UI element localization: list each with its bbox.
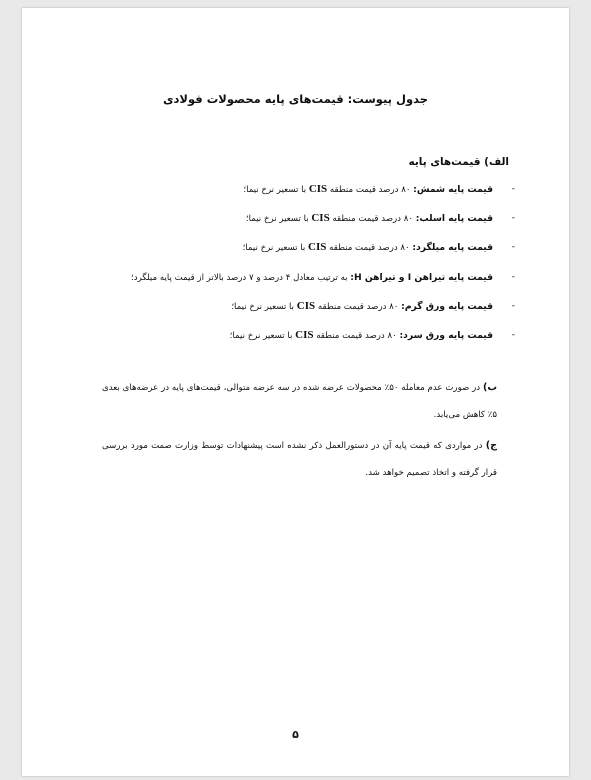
list-dash: -: [511, 329, 515, 340]
item-label: قیمت پایه اسلب:: [415, 213, 493, 225]
section-b-paragraph: [102, 374, 497, 429]
item-label: قیمت پایه میلگرد:: [412, 242, 493, 254]
list-dash: -: [511, 300, 515, 311]
section-c-paragraph: [102, 432, 497, 487]
item-label: قیمت پایه ورق سرد:: [399, 329, 493, 341]
item-cis: CIS: [308, 183, 328, 195]
item-label: قیمت پایه تیراهن I و تیراهن H:: [350, 271, 493, 283]
item-cis: CIS: [296, 299, 316, 312]
item-text-before: ۸۰ درصد قیمت منطقه: [326, 243, 413, 254]
document-title: جدول پیوست: قیمت‌های پایه محصولات فولادی: [162, 92, 429, 106]
item-text-after: با تسعیر نرخ نیما؛: [229, 330, 296, 341]
section-c-text: در مواردی که قیمت پایه آن در دستورالعمل ذکر نشده است پیشنهادات توسط وزارت صمت مورد بررسی قرار گرفته و اتخاذ تصمیم خواهد شد.: [102, 441, 497, 478]
list-dash: -: [511, 213, 515, 224]
item-cis: CIS: [295, 328, 314, 341]
item-text-before: ۸۰ درصد قیمت منطقه: [315, 301, 402, 312]
item-text-after: با تسعیر نرخ نیما؛: [231, 301, 297, 312]
item-text-before: ۸۰ درصد قیمت منطقه: [327, 185, 414, 195]
price-list-item: [92, 209, 515, 238]
price-list-item: [92, 326, 515, 355]
section-b-label: ب): [482, 382, 498, 393]
section-a-heading: الف) قیمت‌های پایه: [408, 156, 509, 168]
price-list-item: [92, 268, 515, 297]
item-label: قیمت پایه ورق گرم:: [401, 300, 493, 312]
item-text-after: با تسعیر نرخ نیما؛: [242, 243, 309, 254]
price-list-item: [92, 180, 515, 209]
item-text-before: ۸۰ درصد قیمت منطقه: [329, 214, 416, 225]
item-text-before: ۸۰ درصد قیمت منطقه: [313, 330, 400, 341]
list-dash: -: [511, 271, 515, 282]
item-cis: CIS: [308, 241, 327, 254]
list-dash: -: [511, 184, 515, 194]
item-label: قیمت پایه شمش:: [413, 184, 493, 195]
list-dash: -: [511, 242, 515, 253]
document-page: [22, 8, 569, 776]
item-text-before: به ترتیب معادل ۴ درصد و ۷ درصد بالاتر از قیمت پایه میلگرد؛: [131, 272, 351, 283]
page-number: ۵: [292, 728, 299, 741]
price-list: [92, 180, 515, 355]
section-b-text: در صورت عدم معامله ۵۰٪ محصولات عرضه شده در سه عرضه متوالی، قیمت‌های پایه در عرضه‌های بعدی ۵٪ کاهش می‌یابد.: [102, 383, 497, 420]
item-text-after: با تسعیر نرخ نیما؛: [243, 185, 309, 195]
item-text-after: با تسعیر نرخ نیما؛: [245, 214, 312, 225]
price-list-item: [92, 297, 515, 326]
price-list-item: [92, 238, 515, 267]
item-cis: CIS: [311, 212, 330, 225]
section-c-label: ج): [485, 440, 497, 451]
